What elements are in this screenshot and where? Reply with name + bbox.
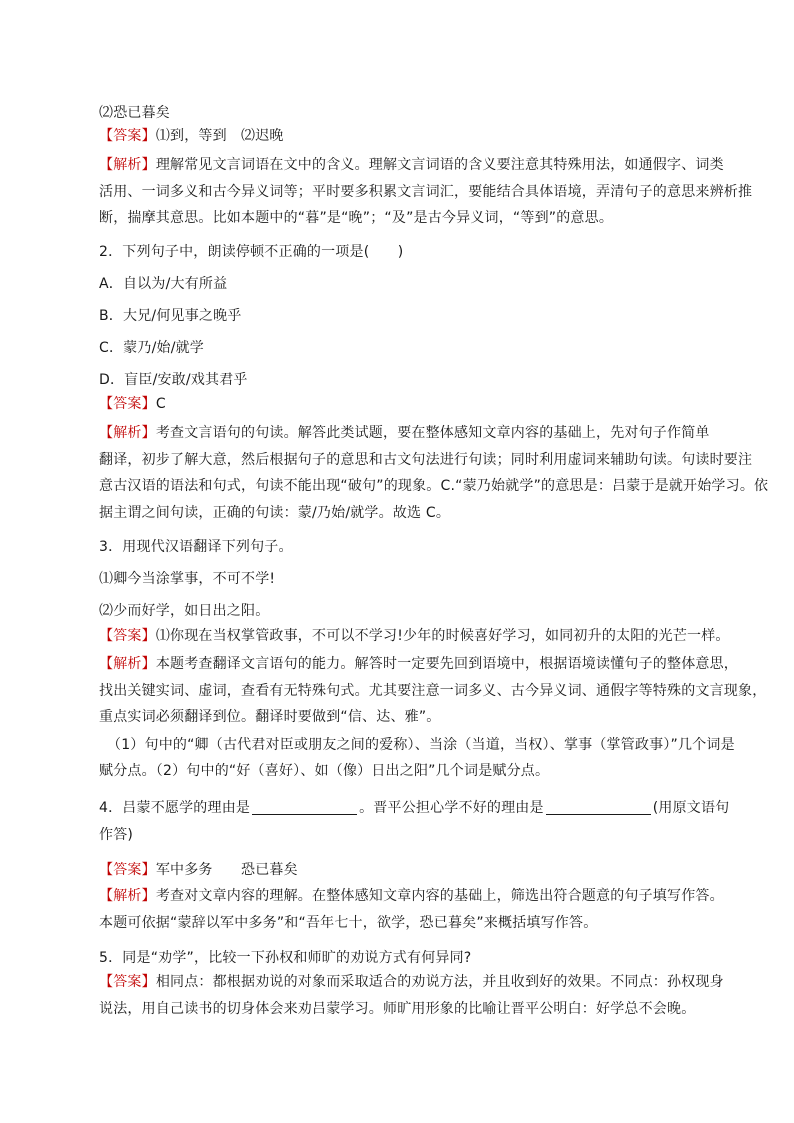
answer-line: 【答案】C <box>99 396 166 412</box>
option-a: A．自以为/大有所益 <box>99 276 228 292</box>
analysis-line: 【解析】考查对文章内容的理解。在整体感知文章内容的基础上，筛选出符合题意的句子填写作答。 <box>99 888 724 904</box>
text-line: 重点实词必须翻译到位。翻译时要做到“信、达、雅”。 <box>99 709 441 725</box>
analysis-tag: 【解析】 <box>99 888 156 904</box>
answer-line: 【答案】⑴到，等到 ⑵迟晚 <box>99 128 284 144</box>
text-line: ⑵恐已暮矣 <box>99 105 170 121</box>
text-line: 赋分点。（2）句中的“好（喜好）、如（像）日出之阳”几个词是赋分点。 <box>99 763 550 779</box>
analysis-line: 【解析】理解常见文言词语在文中的含义。理解文言词语的含义要注意其特殊用法，如通假字、词类 <box>99 157 724 173</box>
answer-tag: 【答案】 <box>99 396 156 412</box>
question-2: 2．下列句子中，朗读停顿不正确的一项是( ) <box>99 244 404 260</box>
answer-tag: 【答案】 <box>99 628 156 644</box>
text-line: 翻译，初步了解大意，然后根据句子的意思和古文句法进行句读；同时利用虚词来辅助句读。句读时要注 <box>99 452 753 468</box>
analysis-tag: 【解析】 <box>99 656 156 672</box>
answer-line: 【答案】相同点：都根据劝说的对象而采取适合的劝说方法，并且收到好的效果。不同点：孙权现身 <box>99 974 724 990</box>
text-line: 找出关键实词、虚词，查看有无特殊句式。尤其要注意一词多义、古今异义词、通假字等特殊的文言现象， <box>99 683 767 699</box>
answer-tag: 【答案】 <box>99 128 156 144</box>
analysis-line: 【解析】考查文言语句的句读。解答此类试题，要在整体感知文章内容的基础上，先对句子作简单 <box>99 425 710 441</box>
text-line: 据主谓之间句读，正确的句读：蒙/乃始/就学。故选 C。 <box>99 505 451 521</box>
answer-line: 【答案】⑴你现在当权掌管政事，不可以不学习!少年的时候喜好学习，如同初升的太阳的光芒一样。 <box>99 628 730 644</box>
question-5: 5．同是“劝学”，比较一下孙权和师旷的劝说方式有何异同? <box>99 950 472 966</box>
text-line: 断，揣摩其意思。比如本题中的“暮”是“晚”；“及”是古今异义词，“等到”的意思。 <box>99 210 614 226</box>
answer-tag: 【答案】 <box>99 974 156 990</box>
option-d: D．盲臣/安敢/戏其君乎 <box>99 372 248 388</box>
option-b: B．大兄/何见事之晚乎 <box>99 308 242 324</box>
question-4: 4．吕蒙不愿学的理由是 。晋平公担心学不好的理由是 (用原文语句 <box>99 800 730 816</box>
analysis-tag: 【解析】 <box>99 157 156 173</box>
answer-tag: 【答案】 <box>99 862 156 878</box>
text-line: （1）句中的“卿（古代君对臣或朋友之间的爱称）、当涂（当道，当权）、掌事（掌管政事）”几个词是 <box>107 737 735 753</box>
text-line: 作答) <box>99 827 134 843</box>
text-line: 活用、一词多义和古今异义词等；平时要多积累文言词汇，要能结合具体语境，弄清句子的意思来辨析推 <box>99 184 753 200</box>
answer-line: 【答案】军中多务 恐已暮矣 <box>99 862 298 878</box>
text-line: 意古汉语的语法和句式，句读不能出现“破句”的现象。C.“蒙乃始就学”的意思是：吕蒙于是就开始学习。依 <box>99 478 769 494</box>
question-3: 3．用现代汉语翻译下列句子。 <box>99 539 293 555</box>
text-line: 说法，用自己读书的切身体会来劝吕蒙学习。师旷用形象的比喻让晋平公明白：好学总不会晚。 <box>99 1001 696 1017</box>
sentence-2: ⑵少而好学，如日出之阳。 <box>99 603 270 619</box>
answer-blank-2[interactable] <box>546 800 651 815</box>
analysis-line: 【解析】本题考查翻译文言语句的能力。解答时一定要先回到语境中，根据语境读懂句子的整体意思， <box>99 656 739 672</box>
analysis-tag: 【解析】 <box>99 425 156 441</box>
option-c: C．蒙乃/始/就学 <box>99 340 205 356</box>
sentence-1: ⑴卿今当涂掌事，不可不学! <box>99 571 276 587</box>
text-line: 本题可依据“蒙辞以军中多务”和“吾年七十，欲学，恐已暮矣”来概括填写作答。 <box>99 915 598 931</box>
answer-blank-1[interactable] <box>252 800 357 815</box>
